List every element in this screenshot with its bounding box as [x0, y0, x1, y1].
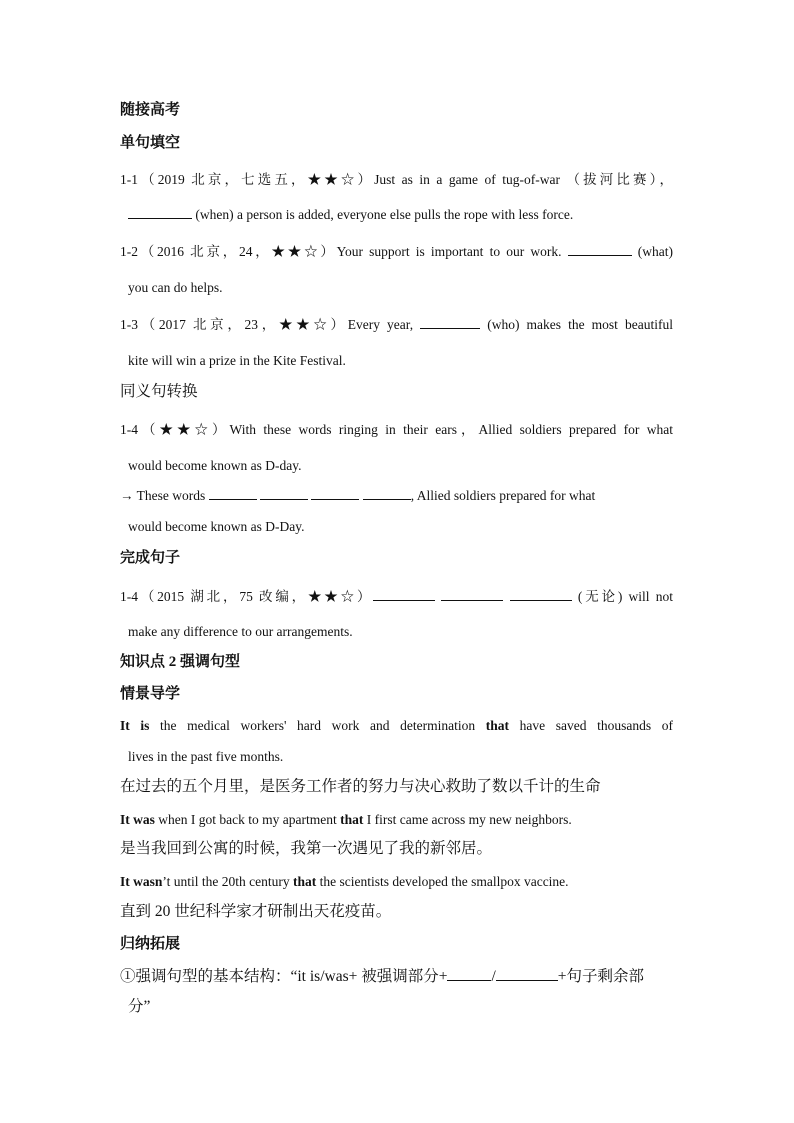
induction-1-line2: 分”	[128, 998, 151, 1015]
answer-blank[interactable]	[128, 205, 192, 219]
answer-blank[interactable]	[209, 486, 257, 500]
question-1-4a-line3: → These words , Allied soldiers prepared for what	[120, 488, 596, 503]
question-1-4a-line1: 1-4（★★☆）With these words ringing in their ears，Allied soldiers prepared for what	[120, 422, 673, 437]
question-1-3-line2: kite will win a prize in the Kite Festival.	[128, 353, 346, 368]
answer-blank[interactable]	[568, 242, 632, 256]
section-title-summary: 归纳拓展	[120, 936, 181, 952]
answer-blank[interactable]	[441, 587, 503, 601]
answer-blank[interactable]	[311, 486, 359, 500]
question-1-1-line2: (when) a person is added, everyone else pulls the rope with less force.	[128, 205, 573, 225]
section-title-fill-blank: 单句填空	[120, 135, 181, 151]
answer-blank[interactable]	[447, 967, 491, 981]
section-title-complete-sentence: 完成句子	[120, 550, 181, 566]
answer-blank[interactable]	[260, 486, 308, 500]
question-1-4b-line1: 1-4（2015 湖北，75 改编，★★☆） (无论) will not	[120, 589, 673, 604]
answer-blank[interactable]	[496, 967, 558, 981]
example-3-line1: It wasn’t until the 20th century that the scientists developed the smallpox vaccine.	[120, 874, 569, 889]
answer-blank[interactable]	[363, 486, 411, 500]
example-1-line1: It is the medical workers' hard work and determination that have saved thousands of	[120, 718, 673, 733]
question-1-4a-line4: would become known as D-Day.	[128, 519, 305, 534]
question-1-1-line1: 1-1（2019 北京，七选五，★★☆）Just as in a game of tug-of-war （拔河比赛），	[120, 172, 673, 187]
example-1-line2: lives in the past five months.	[128, 749, 284, 764]
answer-blank[interactable]	[420, 315, 480, 329]
section-title-synonym: 同义句转换	[120, 383, 198, 400]
question-1-3-line1: 1-3（2017 北京，23，★★☆）Every year, (who) makes the most beautiful	[120, 317, 673, 332]
section-title-scenario: 情景导学	[120, 686, 181, 702]
example-2-translation: 是当我回到公寓的时候，我第一次遇见了我的新邻居。	[120, 840, 493, 857]
section-title-knowledge-2: 知识点 2 强调句型	[120, 654, 241, 670]
example-1-translation: 在过去的五个月里，是医务工作者的努力与决心救助了数以千计的生命	[120, 778, 601, 795]
answer-blank[interactable]	[373, 587, 435, 601]
question-1-2-line2: you can do helps.	[128, 280, 223, 295]
example-2-line1: It was when I got back to my apartment that I first came across my new neighbors.	[120, 812, 572, 827]
example-3-translation: 直到 20 世纪科学家才研制出天花疫苗。	[120, 903, 392, 920]
section-title-gaokao: 随接高考	[120, 102, 181, 118]
question-1-4b-line2: make any difference to our arrangements.	[128, 624, 353, 639]
question-1-4a-line2: would become known as D-day.	[128, 458, 302, 473]
question-1-2-line1: 1-2（2016 北京，24，★★☆）Your support is important to our work. (what)	[120, 244, 674, 259]
answer-blank[interactable]	[510, 587, 572, 601]
induction-1-line1: ①强调句型的基本结构：“it is/was+ 被强调部分+ / +句子剩余部	[120, 968, 645, 985]
